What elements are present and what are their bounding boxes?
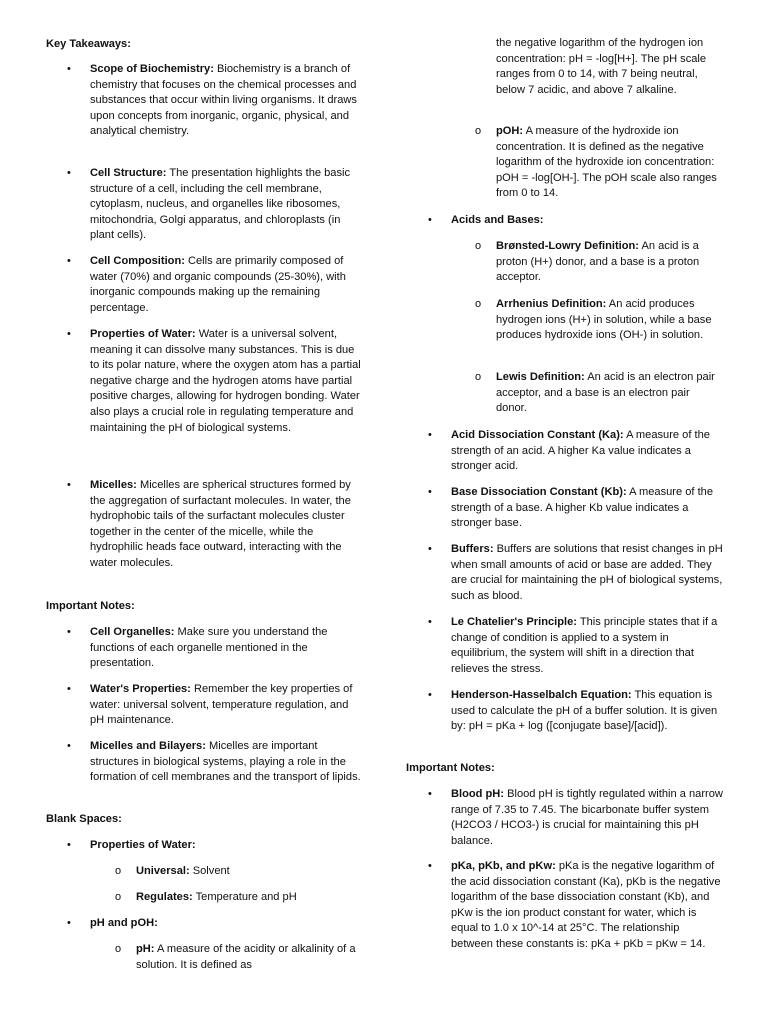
bullet-icon: • xyxy=(428,788,432,800)
list-item: • Le Chatelier's Principle: This principle states that if a change of condition is applied to a system in equilibrium, the system will shift in a direction that relieves the stress. xyxy=(428,616,718,675)
sub-list-item: o Universal: Solvent xyxy=(136,864,362,880)
list-item: • Buffers: Buffers are solutions that resist changes in pH when small amounts of acid or base are added. They are crucial for maintaining the pH of biological systems, such as blood. xyxy=(428,543,723,602)
circle-bullet-icon: o xyxy=(475,240,482,252)
bullet-icon: • xyxy=(67,683,71,695)
bullet-icon: • xyxy=(428,486,432,498)
bullet-icon: • xyxy=(67,740,71,752)
circle-bullet-icon: o xyxy=(115,943,122,955)
bullet-icon: • xyxy=(67,255,71,267)
circle-bullet-icon: o xyxy=(475,125,482,137)
list-item: • pH and pOH: xyxy=(90,916,362,932)
bullet-icon: • xyxy=(428,543,432,555)
sub-list-item: o Regulates: Temperature and pH xyxy=(136,890,362,906)
sub-list-item: o Lewis Definition: An acid is an electron pair acceptor, and a base is an electron pair donor. xyxy=(475,371,715,415)
bullet-icon: • xyxy=(428,429,432,441)
list-item: • Micelles: Micelles are spherical structures formed by the aggregation of surfactant molecules. In water, the hydrophobic tails of the surfactant molecules cluster together in the center of the micelle, while the hydrophilic heads face outward, interacting with the water molecules. xyxy=(67,479,351,569)
list-item: • Scope of Biochemistry: Biochemistry is a branch of chemistry that focuses on the chemical processes and substances that occur within living organisms. It draws upon concepts from inorganic, organic, physical, and analytical chemistry. xyxy=(67,63,357,138)
list-item: • Micelles and Bilayers: Micelles are important structures in biological systems, playing a role in the formation of cell membranes and the transport of lipids. xyxy=(67,740,361,784)
blank-spaces-heading: Blank Spaces: xyxy=(46,813,122,825)
sub-list-item: o pOH: A measure of the hydroxide ion concentration. It is defined as the negative logarithm of the hydroxide ion concentration: pOH = -log[OH-]. The pOH scale also ranges from 0 to 14. xyxy=(475,125,717,200)
bullet-icon: • xyxy=(67,328,71,340)
bullet-icon: • xyxy=(428,616,432,628)
circle-bullet-icon: o xyxy=(475,371,482,383)
bullet-icon: • xyxy=(67,917,71,929)
bullet-icon: • xyxy=(67,479,71,491)
circle-bullet-icon: o xyxy=(475,298,482,310)
list-item: • Cell Organelles: Make sure you understand the functions of each organelle mentioned in the presentation. xyxy=(67,626,328,670)
list-item: • Properties of Water: xyxy=(90,838,362,854)
important-notes-heading-2: Important Notes: xyxy=(406,762,495,774)
bullet-icon: • xyxy=(428,689,432,701)
key-takeaways-heading: Key Takeaways: xyxy=(46,38,131,50)
list-item: • Properties of Water: Water is a universal solvent, meaning it can dissolve many substances. This is due to its polar nature, where the oxygen atom has a partial negative charge and the hydrogen atoms have partial positive charges, allowing for hydrogen bonding. Water also plays a crucial role in regulating temperature and maintaining the pH of biological systems. xyxy=(67,328,361,434)
bullet-icon: • xyxy=(67,839,71,851)
list-item: • Henderson-Hasselbalch Equation: This equation is used to calculate the pH of a buffer solution. It is given by: pH = pKa + log ([conjugate base]/[acid]). xyxy=(428,689,718,733)
list-item: • Water's Properties: Remember the key properties of water: universal solvent, temperature regulation, and pH maintenance. xyxy=(67,683,353,727)
bullet-icon: • xyxy=(67,626,71,638)
bullet-icon: • xyxy=(428,214,432,226)
list-item: • pKa, pKb, and pKw: pKa is the negative logarithm of the acid dissociation constant (Ka), pKb is the negative logarithm of the base dissociation constant (Kb), and pKw is the ion product constant for water, which is equal to 1.0 x 10^-14 at 25°C. The relationship between these constants is: pKa + pKb = pKw = 14. xyxy=(428,860,721,950)
circle-bullet-icon: o xyxy=(115,865,122,877)
important-notes-heading: Important Notes: xyxy=(46,600,135,612)
list-item: • Acids and Bases: xyxy=(451,213,723,229)
bullet-icon: • xyxy=(67,167,71,179)
sub-list-item: o Brønsted-Lowry Definition: An acid is a proton (H+) donor, and a base is a proton acceptor. xyxy=(475,240,700,284)
list-item: • Blood pH: Blood pH is tightly regulated within a narrow range of 7.35 to 7.45. The bicarbonate buffer system (H2CO3 / HCO3-) is crucial for maintaining this pH balance. xyxy=(428,788,723,847)
list-item: • Cell Structure: The presentation highlights the basic structure of a cell, including the cell membrane, cytoplasm, nucleus, and organelles like ribosomes, mitochondria, Golgi apparatus, and chloroplasts (in plant cells). xyxy=(67,167,351,242)
bullet-icon: • xyxy=(428,860,432,872)
ph-continued-text: the negative logarithm of the hydrogen ion concentration: pH = -log[H+]. The pH scale ranges from 0 to 14, with 7 being neutral, below 7 acidic, and above 7 alkaline. xyxy=(496,37,707,96)
sub-list-item: o Arrhenius Definition: An acid produces hydrogen ions (H+) in solution, while a base produces hydroxide ions (OH-) in solution. xyxy=(475,298,712,342)
sub-list-item: o pH: A measure of the acidity or alkalinity of a solution. It is defined as xyxy=(115,943,356,971)
list-item: • Base Dissociation Constant (Kb): A measure of the strength of a base. A higher Kb value indicates a stronger base. xyxy=(428,486,714,530)
list-item: • Acid Dissociation Constant (Ka): A measure of the strength of an acid. A higher Ka value indicates a stronger acid. xyxy=(428,429,710,473)
bullet-icon: • xyxy=(67,63,71,75)
list-item: • Cell Composition: Cells are primarily composed of water (70%) and organic compounds (25-30%), with inorganic compounds making up the remaining percentage. xyxy=(67,255,346,314)
circle-bullet-icon: o xyxy=(115,891,122,903)
